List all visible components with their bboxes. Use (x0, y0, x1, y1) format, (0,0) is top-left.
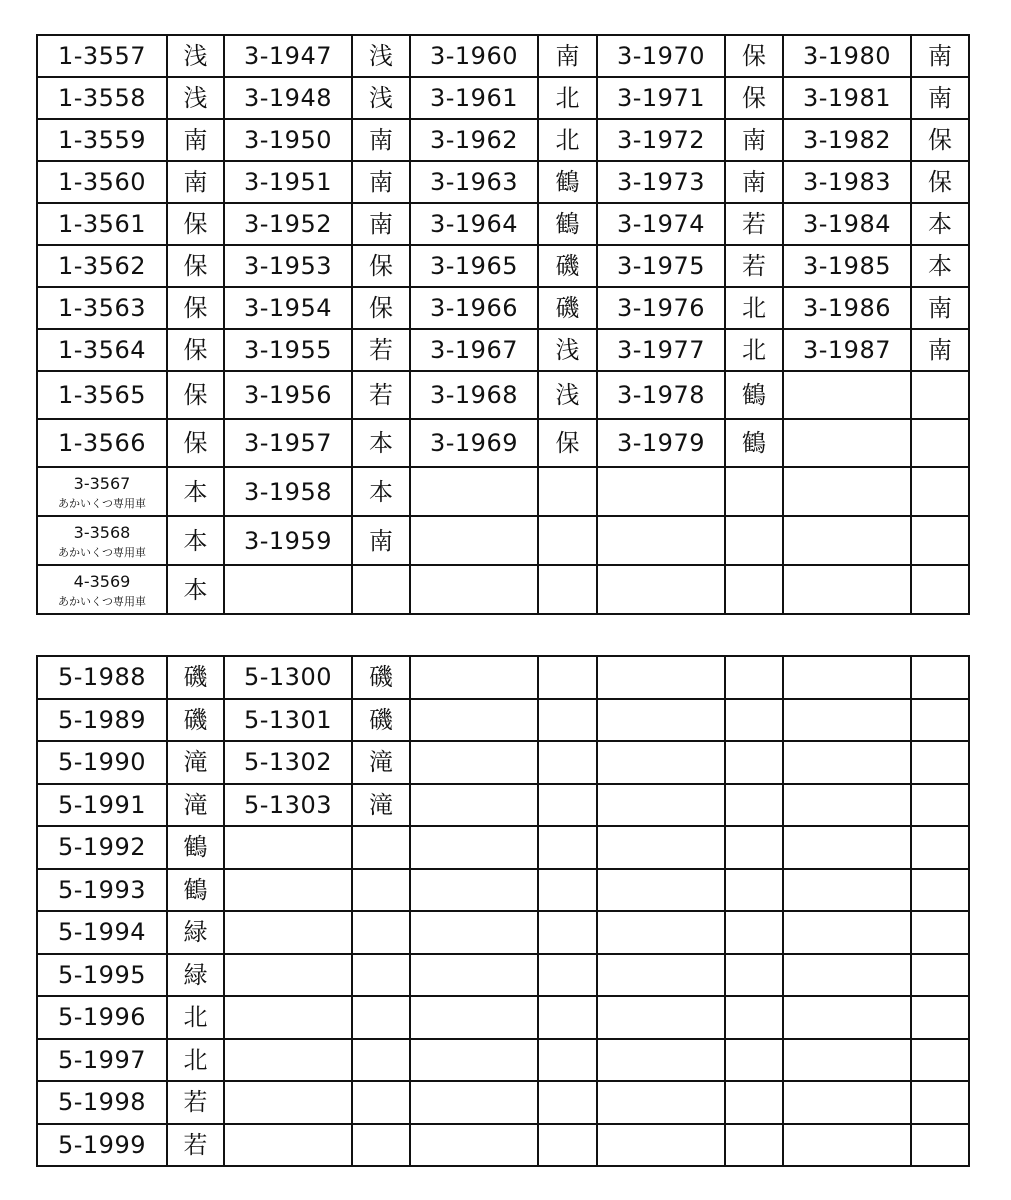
table-row (37, 203, 969, 245)
vehicle-number-cell (224, 1081, 352, 1124)
vehicle-number-cell: 5-1999 (37, 1124, 167, 1167)
empty-cell (911, 1039, 969, 1082)
vehicle-number-cell: 3-1953 (224, 245, 352, 287)
vehicle-number-cell: 5-1998 (37, 1081, 167, 1124)
depot-cell: 若 (725, 203, 783, 245)
vehicle-number-cell: 3-1967 (410, 329, 538, 371)
table-row (37, 287, 969, 329)
empty-cell (597, 467, 725, 516)
vehicle-number-cell: 3-1975 (597, 245, 725, 287)
vehicle-number-cell: 1-3561 (37, 203, 167, 245)
table-row (37, 826, 969, 869)
vehicle-number-cell: 3-1961 (410, 77, 538, 119)
vehicle-number-cell (37, 516, 167, 565)
depot-cell (352, 869, 410, 912)
depot-cell: 南 (167, 119, 224, 161)
depot-cell: 本 (167, 565, 224, 614)
special-vehicle-note: あかいくつ専用車 (58, 497, 146, 510)
empty-cell (538, 826, 597, 869)
empty-cell (725, 565, 783, 614)
depot-cell: 浅 (538, 329, 597, 371)
empty-cell (783, 954, 911, 997)
vehicle-number-cell: 3-1980 (783, 35, 911, 77)
vehicle-number-cell: 1-3557 (37, 35, 167, 77)
empty-cell (538, 911, 597, 954)
empty-cell (911, 467, 969, 516)
vehicle-number: 4-3569 (73, 572, 131, 591)
special-vehicle-note: あかいくつ専用車 (58, 546, 146, 559)
depot-cell: 若 (725, 245, 783, 287)
depot-cell: 北 (725, 329, 783, 371)
vehicle-number-cell: 5-1303 (224, 784, 352, 827)
empty-cell (538, 784, 597, 827)
depot-cell: 保 (538, 419, 597, 467)
depot-cell: 緑 (167, 954, 224, 997)
depot-cell: 本 (352, 467, 410, 516)
vehicle-number-cell: 3-1981 (783, 77, 911, 119)
empty-cell (911, 656, 969, 699)
vehicle-number-cell: 5-1301 (224, 699, 352, 742)
empty-cell (597, 1124, 725, 1167)
depot-cell: 南 (725, 161, 783, 203)
depot-cell: 保 (167, 245, 224, 287)
depot-cell: 磯 (167, 656, 224, 699)
depot-cell: 保 (725, 77, 783, 119)
depot-cell: 滝 (167, 741, 224, 784)
table-row (37, 565, 969, 614)
depot-cell: 北 (538, 119, 597, 161)
empty-cell (538, 699, 597, 742)
vehicle-number-cell: 3-1960 (410, 35, 538, 77)
empty-cell (410, 1124, 538, 1167)
vehicle-number-cell: 3-1959 (224, 516, 352, 565)
depot-cell: 浅 (352, 77, 410, 119)
vehicle-number-cell (783, 371, 911, 419)
special-vehicle-note: あかいくつ専用車 (58, 595, 146, 608)
empty-cell (911, 911, 969, 954)
vehicle-number-cell: 3-1987 (783, 329, 911, 371)
depot-cell: 南 (352, 161, 410, 203)
table-row (37, 1124, 969, 1167)
empty-cell (410, 996, 538, 1039)
depot-cell: 磯 (352, 656, 410, 699)
table-row (37, 656, 969, 699)
vehicle-number-cell: 3-1951 (224, 161, 352, 203)
depot-cell: 鶴 (725, 371, 783, 419)
empty-cell (783, 911, 911, 954)
empty-cell (410, 911, 538, 954)
empty-cell (538, 996, 597, 1039)
vehicle-number-cell: 3-1976 (597, 287, 725, 329)
empty-cell (597, 516, 725, 565)
empty-cell (597, 954, 725, 997)
vehicle-number-cell: 5-1996 (37, 996, 167, 1039)
vehicle-number-cell (224, 565, 352, 614)
vehicle-number-cell: 3-1969 (410, 419, 538, 467)
empty-cell (538, 1081, 597, 1124)
empty-cell (783, 516, 911, 565)
vehicle-number-cell: 3-1965 (410, 245, 538, 287)
table-row (37, 35, 969, 77)
depot-cell: 南 (911, 329, 969, 371)
vehicle-number-cell (224, 1039, 352, 1082)
empty-cell (410, 565, 538, 614)
depot-cell: 北 (167, 996, 224, 1039)
empty-cell (725, 1039, 783, 1082)
empty-cell (410, 467, 538, 516)
depot-cell: 鶴 (538, 161, 597, 203)
empty-cell (597, 996, 725, 1039)
empty-cell (911, 869, 969, 912)
depot-cell: 浅 (167, 77, 224, 119)
empty-cell (783, 1039, 911, 1082)
empty-cell (410, 784, 538, 827)
empty-cell (911, 1124, 969, 1167)
depot-cell: 本 (911, 203, 969, 245)
depot-cell: 南 (538, 35, 597, 77)
vehicle-number-cell: 5-1991 (37, 784, 167, 827)
empty-cell (410, 699, 538, 742)
empty-cell (538, 1039, 597, 1082)
depot-cell: 鶴 (167, 869, 224, 912)
empty-cell (597, 784, 725, 827)
empty-cell (725, 656, 783, 699)
vehicle-number-cell: 3-1973 (597, 161, 725, 203)
empty-cell (597, 1081, 725, 1124)
empty-cell (725, 741, 783, 784)
empty-cell (597, 656, 725, 699)
empty-cell (725, 1081, 783, 1124)
vehicle-number-cell: 3-1979 (597, 419, 725, 467)
depot-cell: 若 (352, 329, 410, 371)
depot-cell: 滝 (167, 784, 224, 827)
vehicle-number-cell: 5-1997 (37, 1039, 167, 1082)
empty-cell (538, 741, 597, 784)
depot-cell: 若 (167, 1124, 224, 1167)
depot-cell: 保 (352, 245, 410, 287)
depot-cell: 浅 (538, 371, 597, 419)
depot-cell: 保 (911, 119, 969, 161)
table-row (37, 784, 969, 827)
empty-cell (597, 741, 725, 784)
vehicle-number-cell: 3-1970 (597, 35, 725, 77)
vehicle-number-cell: 3-1983 (783, 161, 911, 203)
table-row (37, 245, 969, 287)
vehicle-number-cell: 3-1964 (410, 203, 538, 245)
depot-cell (352, 954, 410, 997)
empty-cell (597, 869, 725, 912)
vehicle-number-cell (224, 954, 352, 997)
empty-cell (725, 784, 783, 827)
depot-cell: 磯 (538, 245, 597, 287)
depot-cell: 保 (167, 329, 224, 371)
vehicle-number-cell: 3-1963 (410, 161, 538, 203)
depot-cell: 滝 (352, 741, 410, 784)
empty-cell (538, 565, 597, 614)
empty-cell (538, 467, 597, 516)
vehicle-number-cell: 3-1962 (410, 119, 538, 161)
empty-cell (597, 1039, 725, 1082)
depot-cell (911, 371, 969, 419)
empty-cell (410, 869, 538, 912)
empty-cell (597, 699, 725, 742)
vehicle-number-cell: 5-1300 (224, 656, 352, 699)
depot-cell: 南 (352, 119, 410, 161)
depot-cell: 南 (352, 516, 410, 565)
vehicle-number-cell: 3-1984 (783, 203, 911, 245)
empty-cell (783, 1124, 911, 1167)
bus-depot-table-2 (36, 655, 970, 1167)
vehicle-number-cell (224, 1124, 352, 1167)
empty-cell (538, 954, 597, 997)
vehicle-number-cell (37, 565, 167, 614)
vehicle-number-cell (224, 996, 352, 1039)
vehicle-number-cell: 1-3558 (37, 77, 167, 119)
empty-cell (538, 869, 597, 912)
table-row (37, 1039, 969, 1082)
table-row (37, 329, 969, 371)
table-row (37, 869, 969, 912)
empty-cell (410, 1081, 538, 1124)
table-row (37, 371, 969, 419)
table-row (37, 996, 969, 1039)
vehicle-number: 3-3567 (73, 474, 131, 493)
depot-cell (352, 996, 410, 1039)
vehicle-number-cell: 1-3564 (37, 329, 167, 371)
empty-cell (725, 954, 783, 997)
vehicle-number-cell: 3-1978 (597, 371, 725, 419)
empty-cell (783, 784, 911, 827)
depot-cell: 保 (167, 371, 224, 419)
depot-cell: 保 (725, 35, 783, 77)
vehicle-number-cell: 1-3562 (37, 245, 167, 287)
vehicle-number-cell: 3-1985 (783, 245, 911, 287)
table-row (37, 741, 969, 784)
table-row (37, 516, 969, 565)
empty-cell (538, 656, 597, 699)
vehicle-number-cell: 1-3560 (37, 161, 167, 203)
table-row (37, 1081, 969, 1124)
empty-cell (410, 954, 538, 997)
vehicle-number-cell (224, 826, 352, 869)
depot-cell: 本 (167, 467, 224, 516)
vehicle-number-cell (37, 467, 167, 516)
table-row (37, 911, 969, 954)
depot-cell: 保 (352, 287, 410, 329)
vehicle-number-cell: 5-1990 (37, 741, 167, 784)
empty-cell (783, 826, 911, 869)
depot-cell: 保 (167, 419, 224, 467)
empty-cell (783, 467, 911, 516)
vehicle-number-cell: 5-1302 (224, 741, 352, 784)
table-row (37, 161, 969, 203)
empty-cell (911, 699, 969, 742)
vehicle-number-cell: 5-1989 (37, 699, 167, 742)
table-row (37, 954, 969, 997)
table-row (37, 119, 969, 161)
vehicle-number-cell: 1-3559 (37, 119, 167, 161)
empty-cell (725, 996, 783, 1039)
vehicle-number: 3-3568 (73, 523, 131, 542)
depot-cell (352, 565, 410, 614)
depot-cell: 保 (167, 287, 224, 329)
table-row (37, 699, 969, 742)
depot-cell (352, 1039, 410, 1082)
empty-cell (783, 1081, 911, 1124)
empty-cell (410, 741, 538, 784)
vehicle-number-cell: 3-1974 (597, 203, 725, 245)
empty-cell (725, 699, 783, 742)
empty-cell (911, 741, 969, 784)
vehicle-number-cell: 3-1986 (783, 287, 911, 329)
depot-cell: 磯 (538, 287, 597, 329)
table-row (37, 77, 969, 119)
depot-cell: 磯 (167, 699, 224, 742)
depot-cell: 鶴 (538, 203, 597, 245)
depot-cell: 南 (911, 77, 969, 119)
empty-cell (725, 1124, 783, 1167)
bus-depot-table-1 (36, 34, 970, 615)
vehicle-number-cell: 3-1958 (224, 467, 352, 516)
depot-cell: 若 (352, 371, 410, 419)
depot-cell: 滝 (352, 784, 410, 827)
vehicle-number-cell: 1-3565 (37, 371, 167, 419)
depot-cell (352, 911, 410, 954)
vehicle-number-cell: 3-1954 (224, 287, 352, 329)
depot-cell: 保 (167, 203, 224, 245)
depot-cell: 磯 (352, 699, 410, 742)
vehicle-number-cell (224, 911, 352, 954)
depot-cell: 南 (167, 161, 224, 203)
depot-cell: 鶴 (725, 419, 783, 467)
empty-cell (911, 516, 969, 565)
depot-cell: 本 (167, 516, 224, 565)
table-row (37, 467, 969, 516)
depot-cell: 南 (911, 287, 969, 329)
empty-cell (725, 869, 783, 912)
vehicle-number-cell (783, 419, 911, 467)
empty-cell (597, 911, 725, 954)
empty-cell (783, 565, 911, 614)
vehicle-number-cell: 3-1947 (224, 35, 352, 77)
vehicle-number-cell: 5-1992 (37, 826, 167, 869)
empty-cell (410, 516, 538, 565)
empty-cell (538, 516, 597, 565)
vehicle-number-cell: 3-1948 (224, 77, 352, 119)
depot-cell (352, 1081, 410, 1124)
depot-cell: 北 (538, 77, 597, 119)
empty-cell (725, 826, 783, 869)
vehicle-number-cell (224, 869, 352, 912)
empty-cell (783, 996, 911, 1039)
depot-cell: 保 (911, 161, 969, 203)
vehicle-number-cell: 1-3563 (37, 287, 167, 329)
depot-cell: 北 (725, 287, 783, 329)
vehicle-number-cell: 3-1956 (224, 371, 352, 419)
depot-cell (352, 826, 410, 869)
empty-cell (783, 656, 911, 699)
vehicle-number-cell: 3-1968 (410, 371, 538, 419)
depot-cell (911, 419, 969, 467)
empty-cell (410, 656, 538, 699)
empty-cell (783, 741, 911, 784)
depot-cell: 本 (911, 245, 969, 287)
vehicle-number-cell: 3-1952 (224, 203, 352, 245)
empty-cell (538, 1124, 597, 1167)
vehicle-number-cell: 3-1982 (783, 119, 911, 161)
depot-cell: 南 (911, 35, 969, 77)
depot-cell (352, 1124, 410, 1167)
vehicle-number-cell: 3-1955 (224, 329, 352, 371)
table-row (37, 419, 969, 467)
empty-cell (911, 826, 969, 869)
depot-cell: 南 (352, 203, 410, 245)
depot-cell: 浅 (352, 35, 410, 77)
empty-cell (725, 467, 783, 516)
empty-cell (783, 869, 911, 912)
vehicle-number-cell: 5-1995 (37, 954, 167, 997)
empty-cell (410, 826, 538, 869)
empty-cell (410, 1039, 538, 1082)
empty-cell (911, 1081, 969, 1124)
empty-cell (783, 699, 911, 742)
empty-cell (597, 826, 725, 869)
empty-cell (911, 784, 969, 827)
depot-cell: 浅 (167, 35, 224, 77)
vehicle-number-cell: 3-1966 (410, 287, 538, 329)
empty-cell (911, 954, 969, 997)
depot-cell: 本 (352, 419, 410, 467)
depot-cell: 若 (167, 1081, 224, 1124)
vehicle-number-cell: 3-1971 (597, 77, 725, 119)
vehicle-number-cell: 1-3566 (37, 419, 167, 467)
depot-cell: 緑 (167, 911, 224, 954)
empty-cell (725, 911, 783, 954)
depot-cell: 南 (725, 119, 783, 161)
vehicle-number-cell: 5-1994 (37, 911, 167, 954)
vehicle-number-cell: 5-1993 (37, 869, 167, 912)
depot-cell: 鶴 (167, 826, 224, 869)
vehicle-number-cell: 3-1977 (597, 329, 725, 371)
empty-cell (725, 516, 783, 565)
empty-cell (597, 565, 725, 614)
vehicle-number-cell: 3-1972 (597, 119, 725, 161)
empty-cell (911, 565, 969, 614)
vehicle-number-cell: 5-1988 (37, 656, 167, 699)
vehicle-number-cell: 3-1957 (224, 419, 352, 467)
empty-cell (911, 996, 969, 1039)
depot-cell: 北 (167, 1039, 224, 1082)
vehicle-number-cell: 3-1950 (224, 119, 352, 161)
